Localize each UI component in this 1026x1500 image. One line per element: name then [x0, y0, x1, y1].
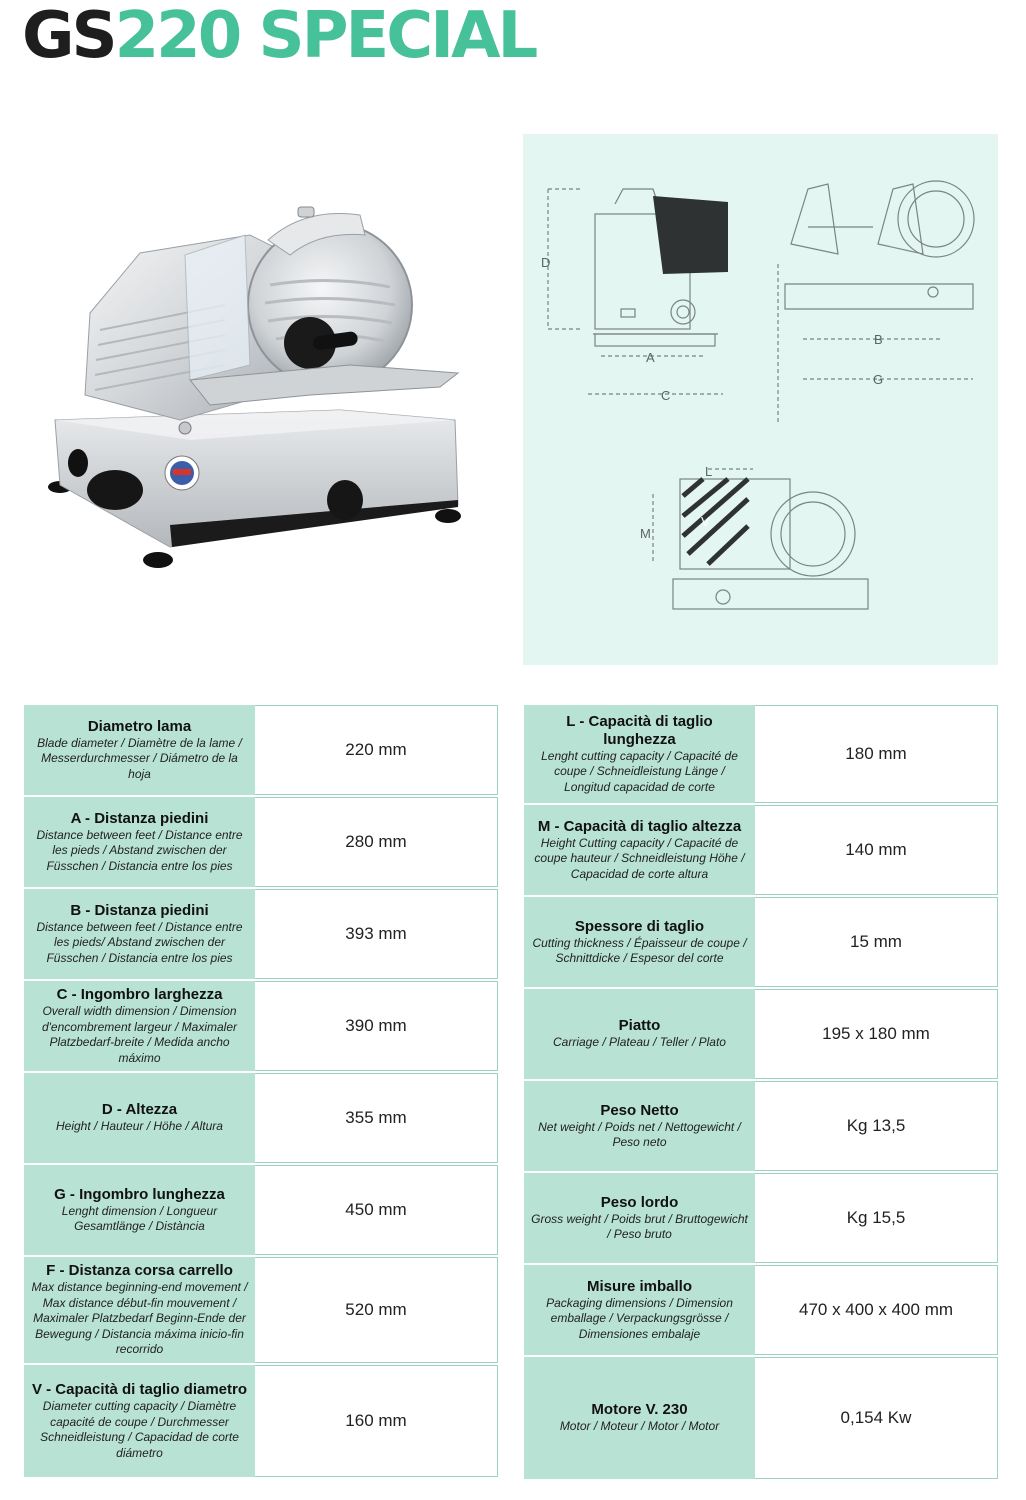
- spec-value: Kg 15,5: [755, 1173, 998, 1263]
- spec-value: 470 x 400 x 400 mm: [755, 1265, 998, 1355]
- control-knob: [327, 480, 363, 520]
- spec-label: L - Capacità di taglio lunghezza Lenght cutting capacity / Capacité de coupe / Schneidleistung Länge / Longitud capacidad de corte: [524, 705, 755, 803]
- table-row: [524, 1173, 998, 1263]
- spec-label: Spessore di taglio Cutting thickness / Épaisseur de coupe / Schnittdicke / Espesor del corte: [524, 897, 755, 987]
- spec-value: 140 mm: [755, 805, 998, 895]
- table-row: [524, 705, 998, 803]
- spec-value: 390 mm: [255, 981, 498, 1071]
- spec-label: G - Ingombro lunghezza Lenght dimension / Longueur Gesamtlänge / Distància: [24, 1165, 255, 1255]
- spec-value: 393 mm: [255, 889, 498, 979]
- spec-value: 280 mm: [255, 797, 498, 887]
- table-row: [524, 989, 998, 1079]
- spec-label: Misure imballo Packaging dimensions / Dimension emballage / Verpackungsgrösse / Dimensiones embalaje: [524, 1265, 755, 1355]
- spec-value: 180 mm: [755, 705, 998, 803]
- spec-label: B - Distanza piedini Distance between feet / Distance entre les pieds/ Abstand zwischen der Füsschen / Distancia entre los pies: [24, 889, 255, 979]
- product-photo: [40, 195, 470, 575]
- spec-label: M - Capacità di taglio altezza Height Cutting capacity / Capacité de coupe hauteur / Schneidleistung Höhe / Capacidad de corte altura: [524, 805, 755, 895]
- slicer-foot: [143, 552, 173, 568]
- spec-value: 355 mm: [255, 1073, 498, 1163]
- spec-value: 450 mm: [255, 1165, 498, 1255]
- table-row: [524, 1081, 998, 1171]
- table-row: [524, 1357, 998, 1479]
- spec-value: 0,154 Kw: [755, 1357, 998, 1479]
- spec-label: Diametro lama Blade diameter / Diamètre de la lame / Messerdurchmesser / Diámetro de la hoja: [24, 705, 255, 795]
- spec-label: D - Altezza Height / Hauteur / Höhe / Altura: [24, 1073, 255, 1163]
- slicer-foot: [435, 509, 461, 523]
- dim-label-a: A: [646, 350, 655, 365]
- spec-label: V - Capacità di taglio diametro Diameter cutting capacity / Diamètre capacité de coupe / Durchmesser Schneidleistung / Capacidad de corte diámetro: [24, 1365, 255, 1477]
- technical-drawing: [523, 134, 998, 665]
- dim-label-b: B: [874, 332, 883, 347]
- table-row: [24, 1073, 498, 1163]
- spec-label: Peso Netto Net weight / Poids net / Nettogewicht / Peso neto: [524, 1081, 755, 1171]
- title-model-name: 220 SPECIAL: [114, 0, 536, 73]
- spec-value: 220 mm: [255, 705, 498, 795]
- table-row: [24, 1257, 498, 1363]
- spec-label: A - Distanza piedini Distance between feet / Distance entre les pieds / Abstand zwischen der Füsschen / Distancia entre los pies: [24, 797, 255, 887]
- spec-value: 195 x 180 mm: [755, 989, 998, 1079]
- dim-label-m: M: [640, 526, 651, 541]
- table-row: [24, 889, 498, 979]
- spec-label: F - Distanza corsa carrello Max distance beginning-end movement / Max distance début-fin mouvement / Maximaler Platzbedarf Beginn-Ende der Bewegung / Distancia máxima inicio-fin recorrido: [24, 1257, 255, 1363]
- table-row: [524, 805, 998, 895]
- title-model-prefix: GS: [22, 0, 115, 73]
- table-row: [24, 1365, 498, 1477]
- control-knob: [87, 470, 143, 510]
- spec-label: Peso lordo Gross weight / Poids brut / Bruttogewicht / Peso bruto: [524, 1173, 755, 1263]
- dim-label-v: V: [701, 514, 710, 529]
- spec-value: 15 mm: [755, 897, 998, 987]
- table-row: [24, 705, 498, 795]
- product-title: [22, 0, 535, 72]
- table-row: [524, 897, 998, 987]
- spec-value: 520 mm: [255, 1257, 498, 1363]
- table-row: [24, 981, 498, 1071]
- table-row: [24, 797, 498, 887]
- dim-label-l: L: [705, 464, 713, 479]
- control-knob: [68, 449, 88, 477]
- dim-label-g: G: [873, 372, 884, 387]
- spec-label: Piatto Carriage / Plateau / Teller / Plato: [524, 989, 755, 1079]
- dim-label-d: D: [541, 255, 551, 270]
- spec-label: Motore V. 230 Motor / Moteur / Motor / Motor: [524, 1357, 755, 1479]
- spec-value: Kg 13,5: [755, 1081, 998, 1171]
- dim-label-c: C: [661, 388, 671, 403]
- spec-table-left: [24, 703, 498, 1479]
- spec-label: C - Ingombro larghezza Overall width dimension / Dimension d'encombrement largeur / Maximaler Platzbedarf-breite / Medida ancho máximo: [24, 981, 255, 1071]
- table-row: [524, 1265, 998, 1355]
- drawing-svg: [523, 134, 998, 665]
- spec-value: 160 mm: [255, 1365, 498, 1477]
- table-row: [24, 1165, 498, 1255]
- spec-table-right: [524, 703, 998, 1481]
